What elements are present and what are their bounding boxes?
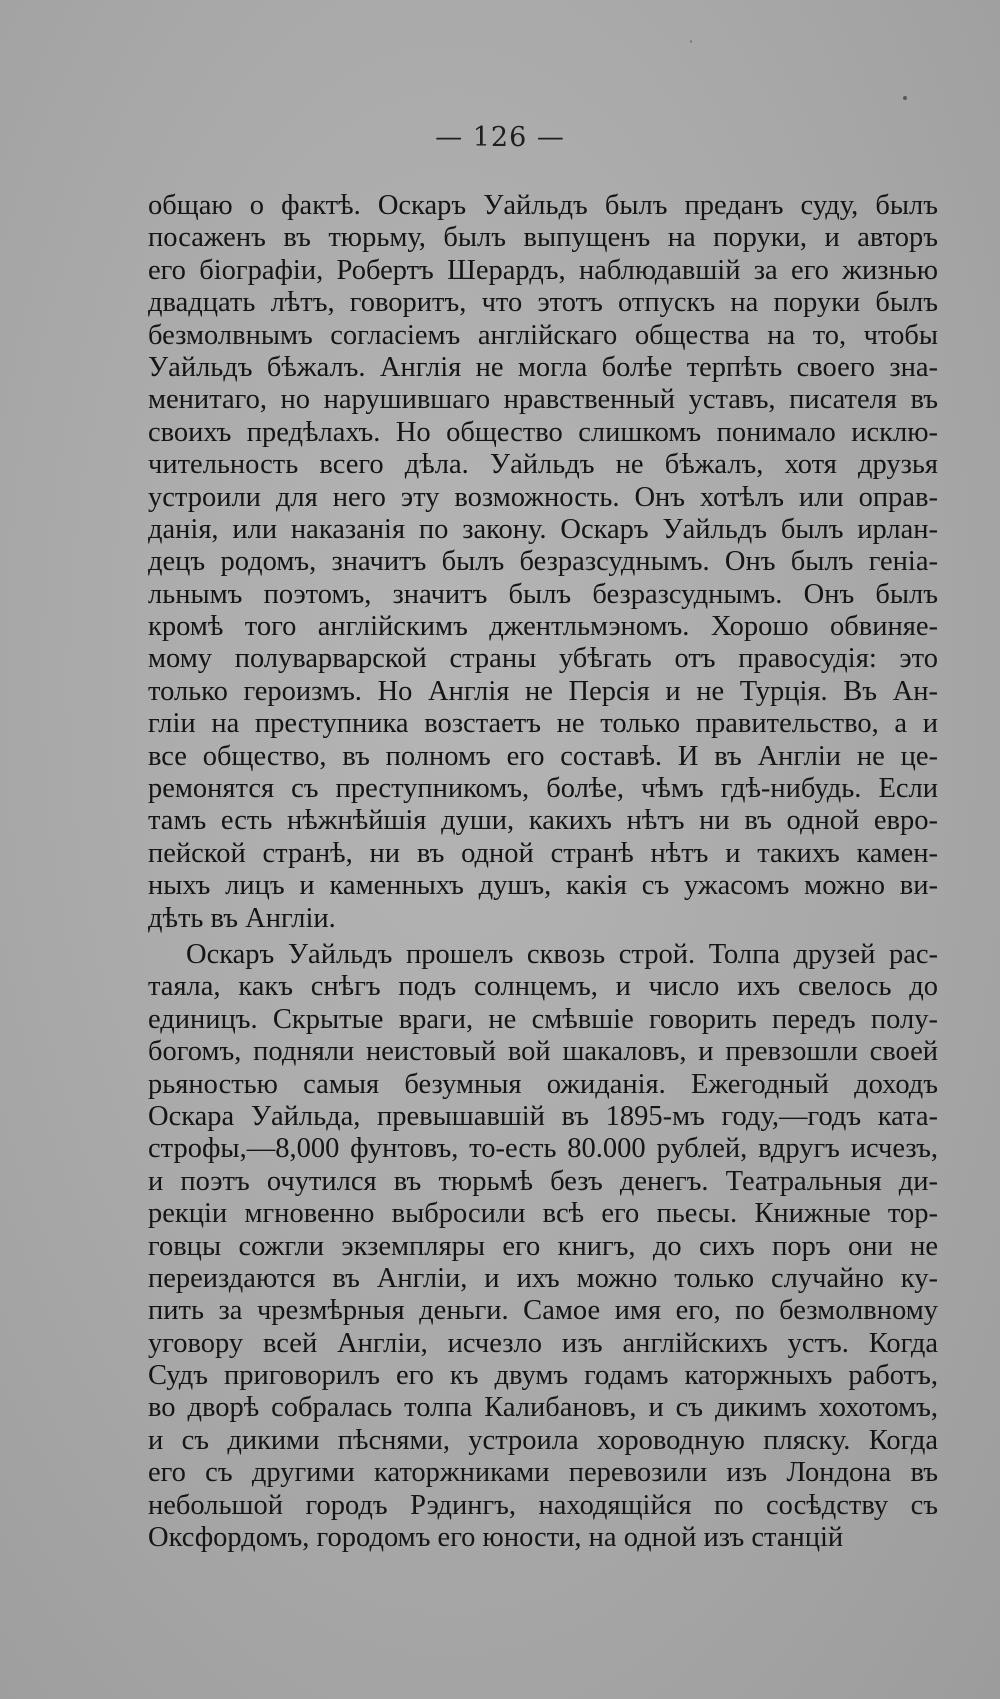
text-line: во дворѣ собралась толпа Калибановъ, и съ дикимъ хохотомъ, (148, 1392, 938, 1424)
text-line: тамъ есть нѣжнѣйшія души, какихъ нѣтъ ни въ одной евро- (148, 805, 938, 837)
text-line: таяла, какъ снѣгъ подъ солнцемъ, и число ихъ свелось до (148, 971, 938, 1003)
text-line: пить за чрезмѣрныя деньги. Самое имя его, по безмолвному (148, 1295, 938, 1327)
text-line: Уайльдъ бѣжалъ. Англія не могла болѣе терпѣть своего зна- (148, 351, 938, 383)
text-line: менитаго, но нарушившаго нравственный уставъ, писателя въ (148, 384, 938, 416)
text-line: и поэтъ очутился въ тюрьмѣ безъ денегъ. Театральныя ди- (148, 1165, 938, 1197)
text-line: небольшой городъ Рэдингъ, находящійся по сосѣдству съ (148, 1489, 938, 1521)
text-line: посаженъ въ тюрьму, былъ выпущенъ на поруки, и авторъ (148, 222, 938, 254)
text-line: Оскаръ Уайльдъ прошелъ сквозь строй. Толпа друзей рас- (186, 938, 938, 970)
text-line: своихъ предѣлахъ. Но общество слишкомъ понимало исклю- (148, 416, 938, 448)
text-line: пейской странѣ, ни въ одной странѣ нѣтъ и такихъ камен- (148, 837, 938, 869)
text-line: все общество, въ полномъ его составѣ. И въ Англіи не це- (148, 740, 938, 772)
text-line: общаю о фактѣ. Оскаръ Уайльдъ былъ преданъ суду, былъ (148, 190, 938, 221)
paragraph-2 (148, 939, 938, 1554)
text-line: говцы сожгли экземпляры его книгъ, до сихъ поръ они не (148, 1230, 938, 1262)
text-line: Судъ приговорилъ его къ двумъ годамъ каторжныхъ работъ, (148, 1360, 938, 1392)
text-line: рьяностью самыя безумныя ожиданія. Ежегодный доходъ (148, 1068, 938, 1100)
text-line: уговору всей Англіи, исчезло изъ англійскихъ устъ. Когда (148, 1327, 938, 1359)
text-line: данія, или наказанія по закону. Оскаръ Уайльдъ былъ ирлан- (148, 513, 938, 545)
text-line: рекціи мгновенно выбросили всѣ его пьесы. Книжные тор- (148, 1198, 938, 1230)
text-line: мому полуварварской страны убѣгать отъ правосудія: это (148, 643, 938, 675)
body-text (148, 190, 938, 1554)
text-line: его съ другими каторжниками перевозили изъ Лондона въ (148, 1457, 938, 1489)
text-line: и съ дикими пѣснями, устроила хороводную пляску. Когда (148, 1424, 938, 1456)
text-line: только героизмъ. Но Англія не Персія и не Турція. Въ Ан- (148, 675, 938, 707)
text-line: богомъ, подняли неистовый вой шакаловъ, и превзошли своей (148, 1036, 938, 1068)
paragraph-1 (148, 190, 938, 935)
text-line: кромѣ того англійскимъ джентльмэномъ. Хорошо обвиняе- (148, 611, 938, 643)
text-line: переиздаются въ Англіи, и ихъ можно только случайно ку- (148, 1262, 938, 1294)
text-line: строфы,—8,000 фунтовъ, то-есть 80.000 рублей, вдругъ исчезъ, (148, 1133, 938, 1165)
text-line: гліи на преступника возстаетъ не только правительство, а и (148, 708, 938, 740)
text-line: его біографіи, Робертъ Шерардъ, наблюдавшій за его жизнью (148, 254, 938, 286)
text-line: чительность всего дѣла. Уайльдъ не бѣжалъ, хотя друзья (148, 449, 938, 481)
text-line: ремонятся съ преступникомъ, болѣе, чѣмъ гдѣ-нибудь. Если (148, 773, 938, 805)
text-line: льнымъ поэтомъ, значитъ былъ безразсуднымъ. Онъ былъ (148, 578, 938, 610)
text-line: единицъ. Скрытые враги, не смѣвшіе говорить передъ полу- (148, 1003, 938, 1035)
page-number: — 126 — (435, 122, 565, 153)
text-line: децъ родомъ, значитъ былъ безразсуднымъ. Онъ былъ геніа- (148, 546, 938, 578)
paper-speck (690, 40, 692, 43)
text-line: ныхъ лицъ и каменныхъ душъ, какія съ ужасомъ можно ви- (148, 870, 938, 902)
paper-speck (903, 96, 907, 100)
text-line: устроили для него эту возможность. Онъ хотѣлъ или оправ- (148, 481, 938, 513)
text-line: двадцать лѣтъ, говоритъ, что этотъ отпускъ на поруки былъ (148, 287, 938, 319)
text-line: Оксфордомъ, городомъ его юности, на одной изъ станцій (148, 1522, 844, 1554)
text-line: дѣть въ Англіи. (148, 902, 336, 934)
text-line: Оскара Уайльда, превышавшій въ 1895-мъ году,—годъ ката- (148, 1100, 938, 1132)
text-line: безмолвнымъ согласіемъ англійскаго общества на то, чтобы (148, 319, 938, 351)
